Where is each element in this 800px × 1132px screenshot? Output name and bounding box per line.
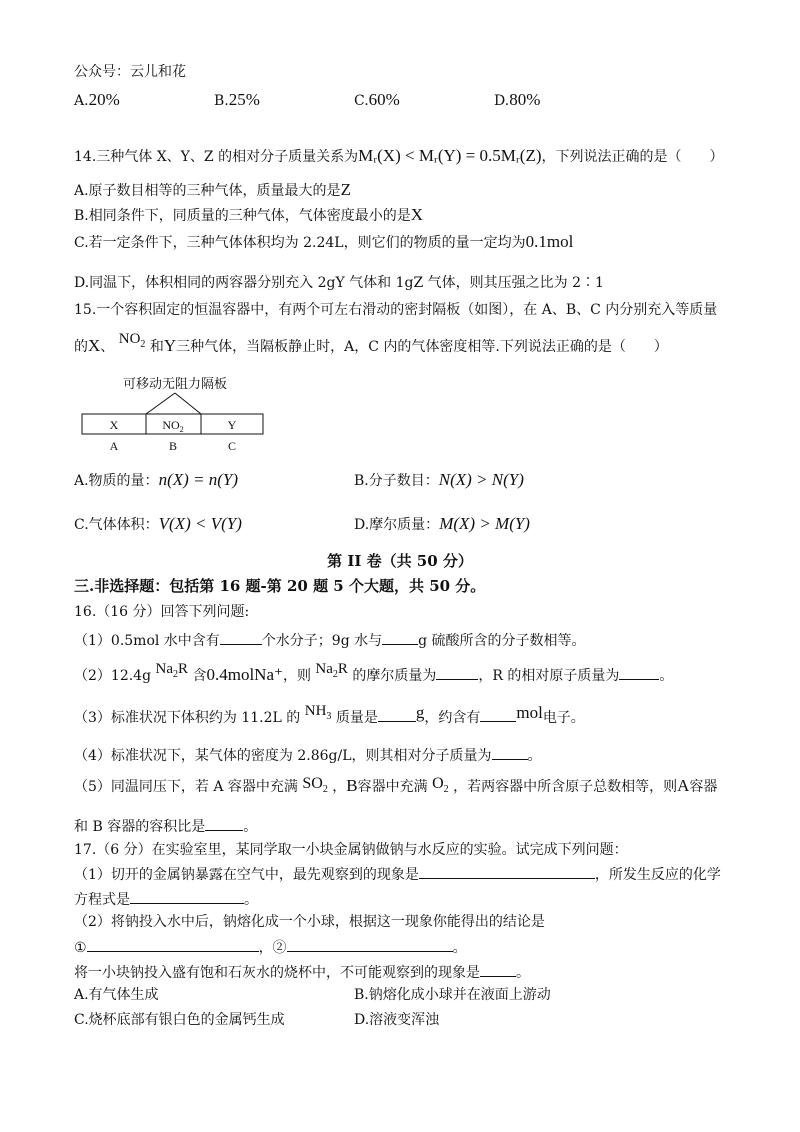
label-b: B [168, 439, 178, 453]
q16-part3: （3）标准状况下体积约为 11.2L 的 $NH_3$ 质量是 g，约含有 mol电子。 [74, 703, 585, 726]
header-text: 公众号：云儿和花 [74, 64, 186, 80]
q13-option-a: A.20% [74, 90, 120, 109]
label-c: C [227, 439, 237, 453]
cell-x: X [109, 418, 119, 432]
q16-part4: （4）标准状况下，某气体的密度为 2.86g/L，则其相对分子质量为 。 [74, 744, 740, 766]
cell-y: Y [227, 418, 237, 432]
label-a: A [109, 439, 119, 453]
q16-part1: （1）0.5mol 水中含有 个水分子；9g 水与 g 硫酸所含的分子数相等。 [74, 629, 740, 651]
q15-option-a: A.物质的量：n(X) = n(Y) [74, 470, 239, 489]
q17-part2: （2）将钠投入水中后，钠熔化成一个小球，根据这一现象你能得出的结论是 [74, 914, 545, 930]
q14-option-b: B.相同条件下，同质量的三种气体，气体密度最小的是X [74, 205, 424, 224]
q14-option-c: C.若一定条件下，三种气体体积均为 2.24L，则它们的物质的量一定均为0.1mol [74, 232, 574, 251]
section-title: 第 II 卷（共 50 分） [327, 552, 473, 570]
q17-part3: 将一小块钠投入盛有饱和石灰水的烧杯中，不可能观察到的现象是 。 [74, 961, 740, 983]
q15-option-b: B.分子数目：N(X) > N(Y) [354, 470, 524, 489]
q14-option-a: A.原子数目相等的三种气体，质量最大的是Z [74, 180, 351, 199]
container-diagram [80, 372, 270, 456]
q14-stem: 14.三种气体 X、Y、Z 的相对分子质量关系为Mᵣ(X) < Mᵣ(Y) = 0.5Mᵣ(Z)，下列说法正确的是（ ） [74, 146, 724, 165]
q14-formula: Mᵣ(X) < Mᵣ(Y) = 0.5Mᵣ(Z) [358, 146, 542, 165]
partition-pointer-left [146, 393, 175, 414]
q17-option-c: C.烧杯底部有银白色的金属钙生成 [74, 1012, 285, 1028]
section-subtitle: 三.非选择题：包括第 16 题-第 20 题 5 个大题，共 50 分。 [74, 577, 486, 595]
q17-option-a: A.有气体生成 [74, 987, 159, 1003]
q17-option-d: D.溶液变浑浊 [354, 1012, 440, 1028]
q13-option-d: D.80% [494, 90, 541, 109]
q17-part1-line2: 方程式是 。 [74, 888, 740, 910]
q15-option-c: C.气体体积：V(X) < V(Y) [74, 514, 242, 533]
q14-option-d: D.同温下，体积相同的两容器分别充入 2gY 气体和 1gZ 气体，则其压强之比为 2∶1 [74, 275, 604, 291]
q13-option-c: C.60% [354, 90, 400, 109]
diagram-caption: 可移动无阻力隔板 [122, 377, 228, 392]
q15-stem-line2: 的X、 $NO_2$ 和Y三种气体，当隔板静止时，A，C 内的气体密度相等.下列说法正确的是（ ） [74, 331, 668, 355]
cell-no2: $NO_2$ [162, 418, 184, 434]
q15-stem-line1: 15.一个容积固定的恒温容器中，有两个可左右滑动的密封隔板（如图），在 A、B、C 内分别充入等质量 [74, 302, 718, 318]
q13-option-b: B.25% [214, 90, 260, 109]
partition-pointer-right [175, 393, 201, 414]
q16-part5-line1: （5）同温同压下，若 A 容器中充满 $SO_2$ ，B容器中充满 $O_2$ ，若两容器中所含原子总数相等，则A容器 [74, 775, 718, 796]
q16-head: 16.（16 分）回答下列问题: [74, 604, 250, 620]
q15-option-d: D.摩尔质量：M(X) > M(Y) [354, 514, 530, 533]
q16-part5-line2: 和 B 容器的容积比是 。 [74, 815, 740, 837]
q17-part1-line1: （1）切开的金属钠暴露在空气中，最先观察到的现象是 ，所发生反应的化学 [74, 863, 740, 885]
q17-head: 17.（6 分）在实验室里，某同学取一小块金属钠做钠与水反应的实验。试完成下列问题： [74, 842, 628, 858]
q16-part2: （2）12.4g $Na_2R$ 含0.4molNa⁺，则 $Na_2R$ 的摩尔质量为 ，R 的相对原子质量为 。 [74, 661, 674, 684]
q17-option-b: B.钠熔化成小球并在液面上游动 [354, 987, 551, 1003]
q17-conclusions: ① ，② 。 [74, 936, 740, 958]
